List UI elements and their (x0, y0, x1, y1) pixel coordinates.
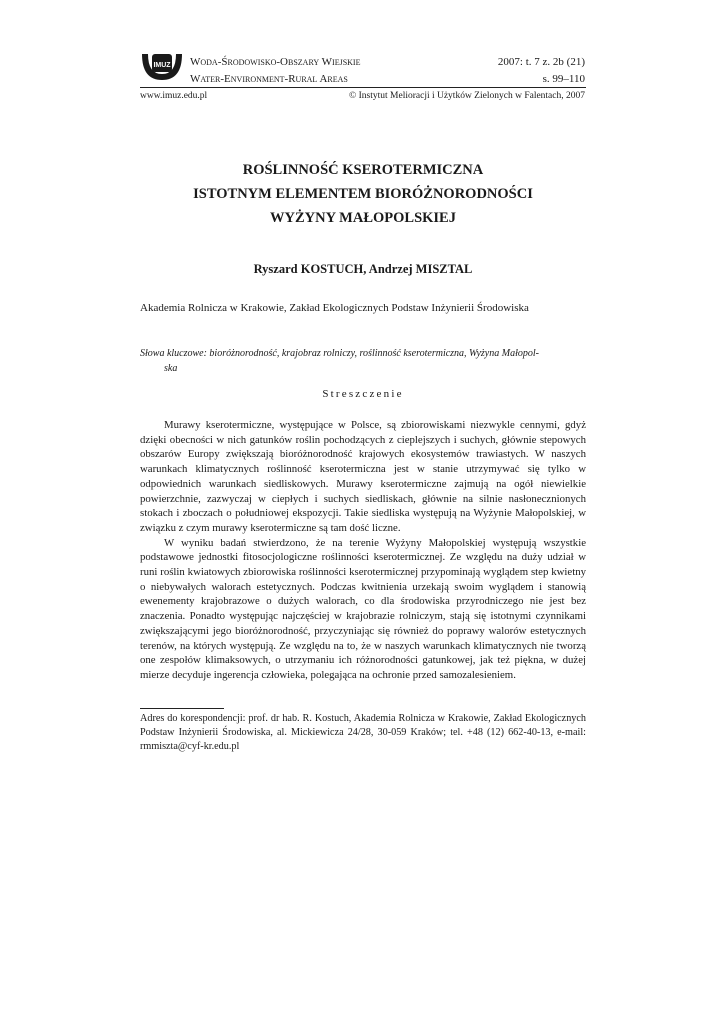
article-title (140, 158, 586, 230)
title-line: ROŚLINNOŚĆ KSEROTERMICZNA (242, 162, 484, 178)
affiliation: Akademia Rolnicza w Krakowie, Zakład Ekologicznych Podstaw Inżynierii Środowiska (140, 302, 529, 314)
abstract-paragraph: W wyniku badań stwierdzono, że na terenie Wyżyny Małopolskiej występują wszystkie podstawowe jednostki fitosocjologiczne roślinności kserotermicznej. Ze względu na duży udział w runi roślin kwiatowych zbiorowiska roślinności kserotermicznej przypominają wyglądem step kwietny o niebywałych walorach estetycznych. Podczas kwitnienia urzekają swoim wyglądem i stanowią ewenementy krajobrazowe o dużych walorach, co dla środowiska przyrodniczego nie jest bez znaczenia. Ponadto występując najczęściej w krajobrazie rolniczym, stają się istotnymi czynnikami zwiększającymi jego bioróżnorodność, przyczyniając się również do poprawy walorów estetycznych terenów, na których występują. Ze względu na to, że w naszych warunkach klimatycznych nie tworzą one zespołów klimaksowych, o utrzymaniu ich różnorodności gatunkowej, jak też piękna, w dużej mierze decyduje ingerencja człowieka, polegająca na ochronie przed samozalesieniem. (140, 536, 586, 681)
abstract-paragraph: Murawy kserotermiczne, występujące w Polsce, są zbiorowiskami niezwykle cennymi, gdyż dzięki obecności w nich gatunków roślin pochodzących z cieplejszych i suchych, głównie stepowych obszarów Europy zwiększają bioróżnorodność krajowych ekosystemów trawiastych. W naszych warunkach klimatycznych roślinność kserotermiczna jest w stanie utrzymywać się tylko w odpowiednich warunkach siedliskowych. Murawy kserotermiczne zajmują na ogół niewielkie powierzchnie, zazwyczaj w ciepłych i suchych siedliskach, głównie na silnie nasłonecznionych stokach i zboczach o południowej ekspozycji. Takie siedliska występują na Wyżynie Małopolskiej, w związku z czym murawy kserotermiczne są tam dość liczne. (140, 419, 586, 534)
journal-url[interactable]: www.imuz.edu.pl (140, 91, 208, 101)
copyright-notice: © Instytut Melioracji i Użytków Zielonych w Falentach, 2007 (349, 91, 585, 101)
imuz-logo (140, 50, 184, 84)
journal-name-pl: Woda-Środowisko-Obszary Wiejskie (190, 56, 361, 68)
issue-info (498, 54, 585, 88)
authors: Ryszard KOSTUCH, Andrzej MISZTAL (253, 262, 473, 276)
header-rule (140, 87, 586, 88)
page-range: s. 99–110 (542, 73, 585, 85)
keywords-line: Słowa kluczowe: bioróżnorodność, krajobraz rolniczy, roślinność kserotermiczna, Wyżyna Małopol- (140, 348, 539, 359)
title-line: WYŻYNY MAŁOPOLSKIEJ (270, 210, 456, 226)
journal-names (190, 54, 361, 88)
correspondence-footnote: Adres do korespondencji: prof. dr hab. R. Kostuch, Akademia Rolnicza w Krakowie, Zakład Ekologicznych Podstaw Inżynierii Środowiska, al. Mickiewicza 24/28, 30-059 Kraków; tel. +48 (12) 662-40-13, e-mail: rmmiszta@cyf-kr.edu.pl (140, 713, 586, 752)
journal-name-en: Water-Environment-Rural Areas (190, 73, 348, 85)
keywords-line: ska (164, 363, 178, 374)
title-line: ISTOTNYM ELEMENTEM BIORÓŻNORODNOŚCI (193, 186, 533, 202)
keywords (140, 346, 586, 376)
logo-lettering: IMUZ (153, 62, 171, 69)
abstract (140, 418, 586, 683)
footnote-rule (140, 708, 224, 709)
abstract-heading: Streszczenie (322, 388, 404, 400)
issue-number: 2007: t. 7 z. 2b (21) (497, 56, 585, 68)
